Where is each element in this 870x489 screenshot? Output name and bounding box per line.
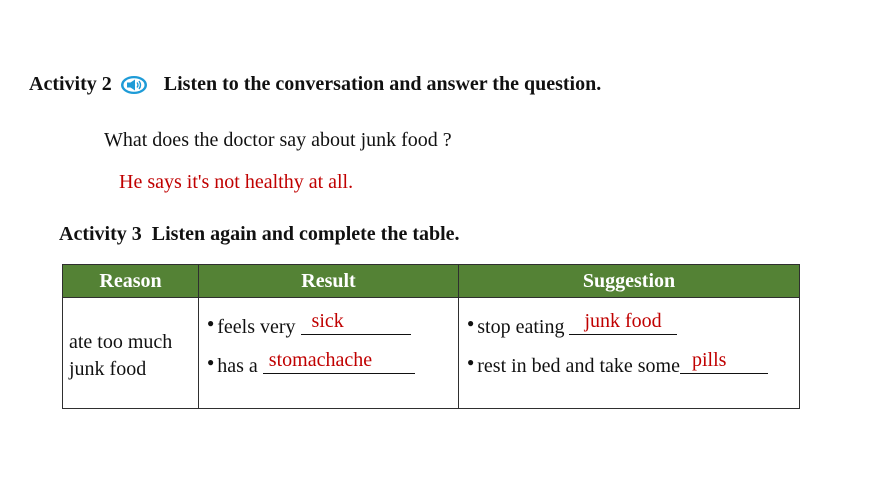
result-prefix: feels very bbox=[217, 316, 301, 338]
speaker-icon[interactable] bbox=[120, 75, 148, 95]
answer-blank[interactable] bbox=[569, 310, 677, 335]
bullet-icon: ● bbox=[207, 316, 215, 330]
answer-table bbox=[62, 264, 800, 409]
activity-3-label: Activity 3 bbox=[59, 223, 142, 245]
result-prefix: has a bbox=[217, 355, 263, 377]
result-item-2 bbox=[207, 349, 415, 378]
suggestion-prefix: stop eating bbox=[477, 316, 570, 338]
answer-text: He says it's not healthy at all. bbox=[119, 171, 354, 193]
activity-3-heading bbox=[59, 223, 460, 246]
bullet-icon: ● bbox=[467, 316, 475, 330]
answer-fill: stomachache bbox=[268, 349, 373, 371]
answer-fill: sick bbox=[311, 310, 344, 332]
table-header-row bbox=[63, 265, 800, 298]
answer-blank[interactable] bbox=[680, 349, 768, 374]
reason-line: junk food bbox=[69, 358, 147, 380]
activity-2-instruction: Listen to the conversation and answer the question. bbox=[163, 73, 602, 95]
suggestion-cell bbox=[459, 298, 800, 409]
activity-2-label: Activity 2 bbox=[29, 73, 112, 95]
reason-line: ate too much bbox=[69, 331, 173, 353]
reason-text bbox=[69, 329, 172, 383]
answer-blank[interactable] bbox=[263, 349, 415, 374]
suggestion-prefix: rest in bed and take some bbox=[477, 355, 680, 377]
activity-3-instruction: Listen again and complete the table. bbox=[151, 223, 460, 245]
table-row bbox=[63, 298, 800, 409]
header-suggestion: Suggestion bbox=[459, 265, 800, 298]
activity-2-heading bbox=[29, 73, 601, 96]
reason-cell bbox=[63, 298, 199, 409]
answer-fill: pills bbox=[691, 349, 727, 371]
answer-blank[interactable] bbox=[301, 310, 411, 335]
question-text: What does the doctor say about junk food ? bbox=[104, 129, 452, 151]
bullet-icon: ● bbox=[207, 355, 215, 369]
result-cell bbox=[199, 298, 459, 409]
bullet-icon: ● bbox=[467, 355, 475, 369]
header-result: Result bbox=[199, 265, 459, 298]
suggestion-item-1 bbox=[467, 310, 677, 339]
result-item-1 bbox=[207, 310, 411, 339]
suggestion-item-2 bbox=[467, 349, 768, 378]
header-reason: Reason bbox=[63, 265, 199, 298]
answer-fill: junk food bbox=[584, 310, 662, 332]
